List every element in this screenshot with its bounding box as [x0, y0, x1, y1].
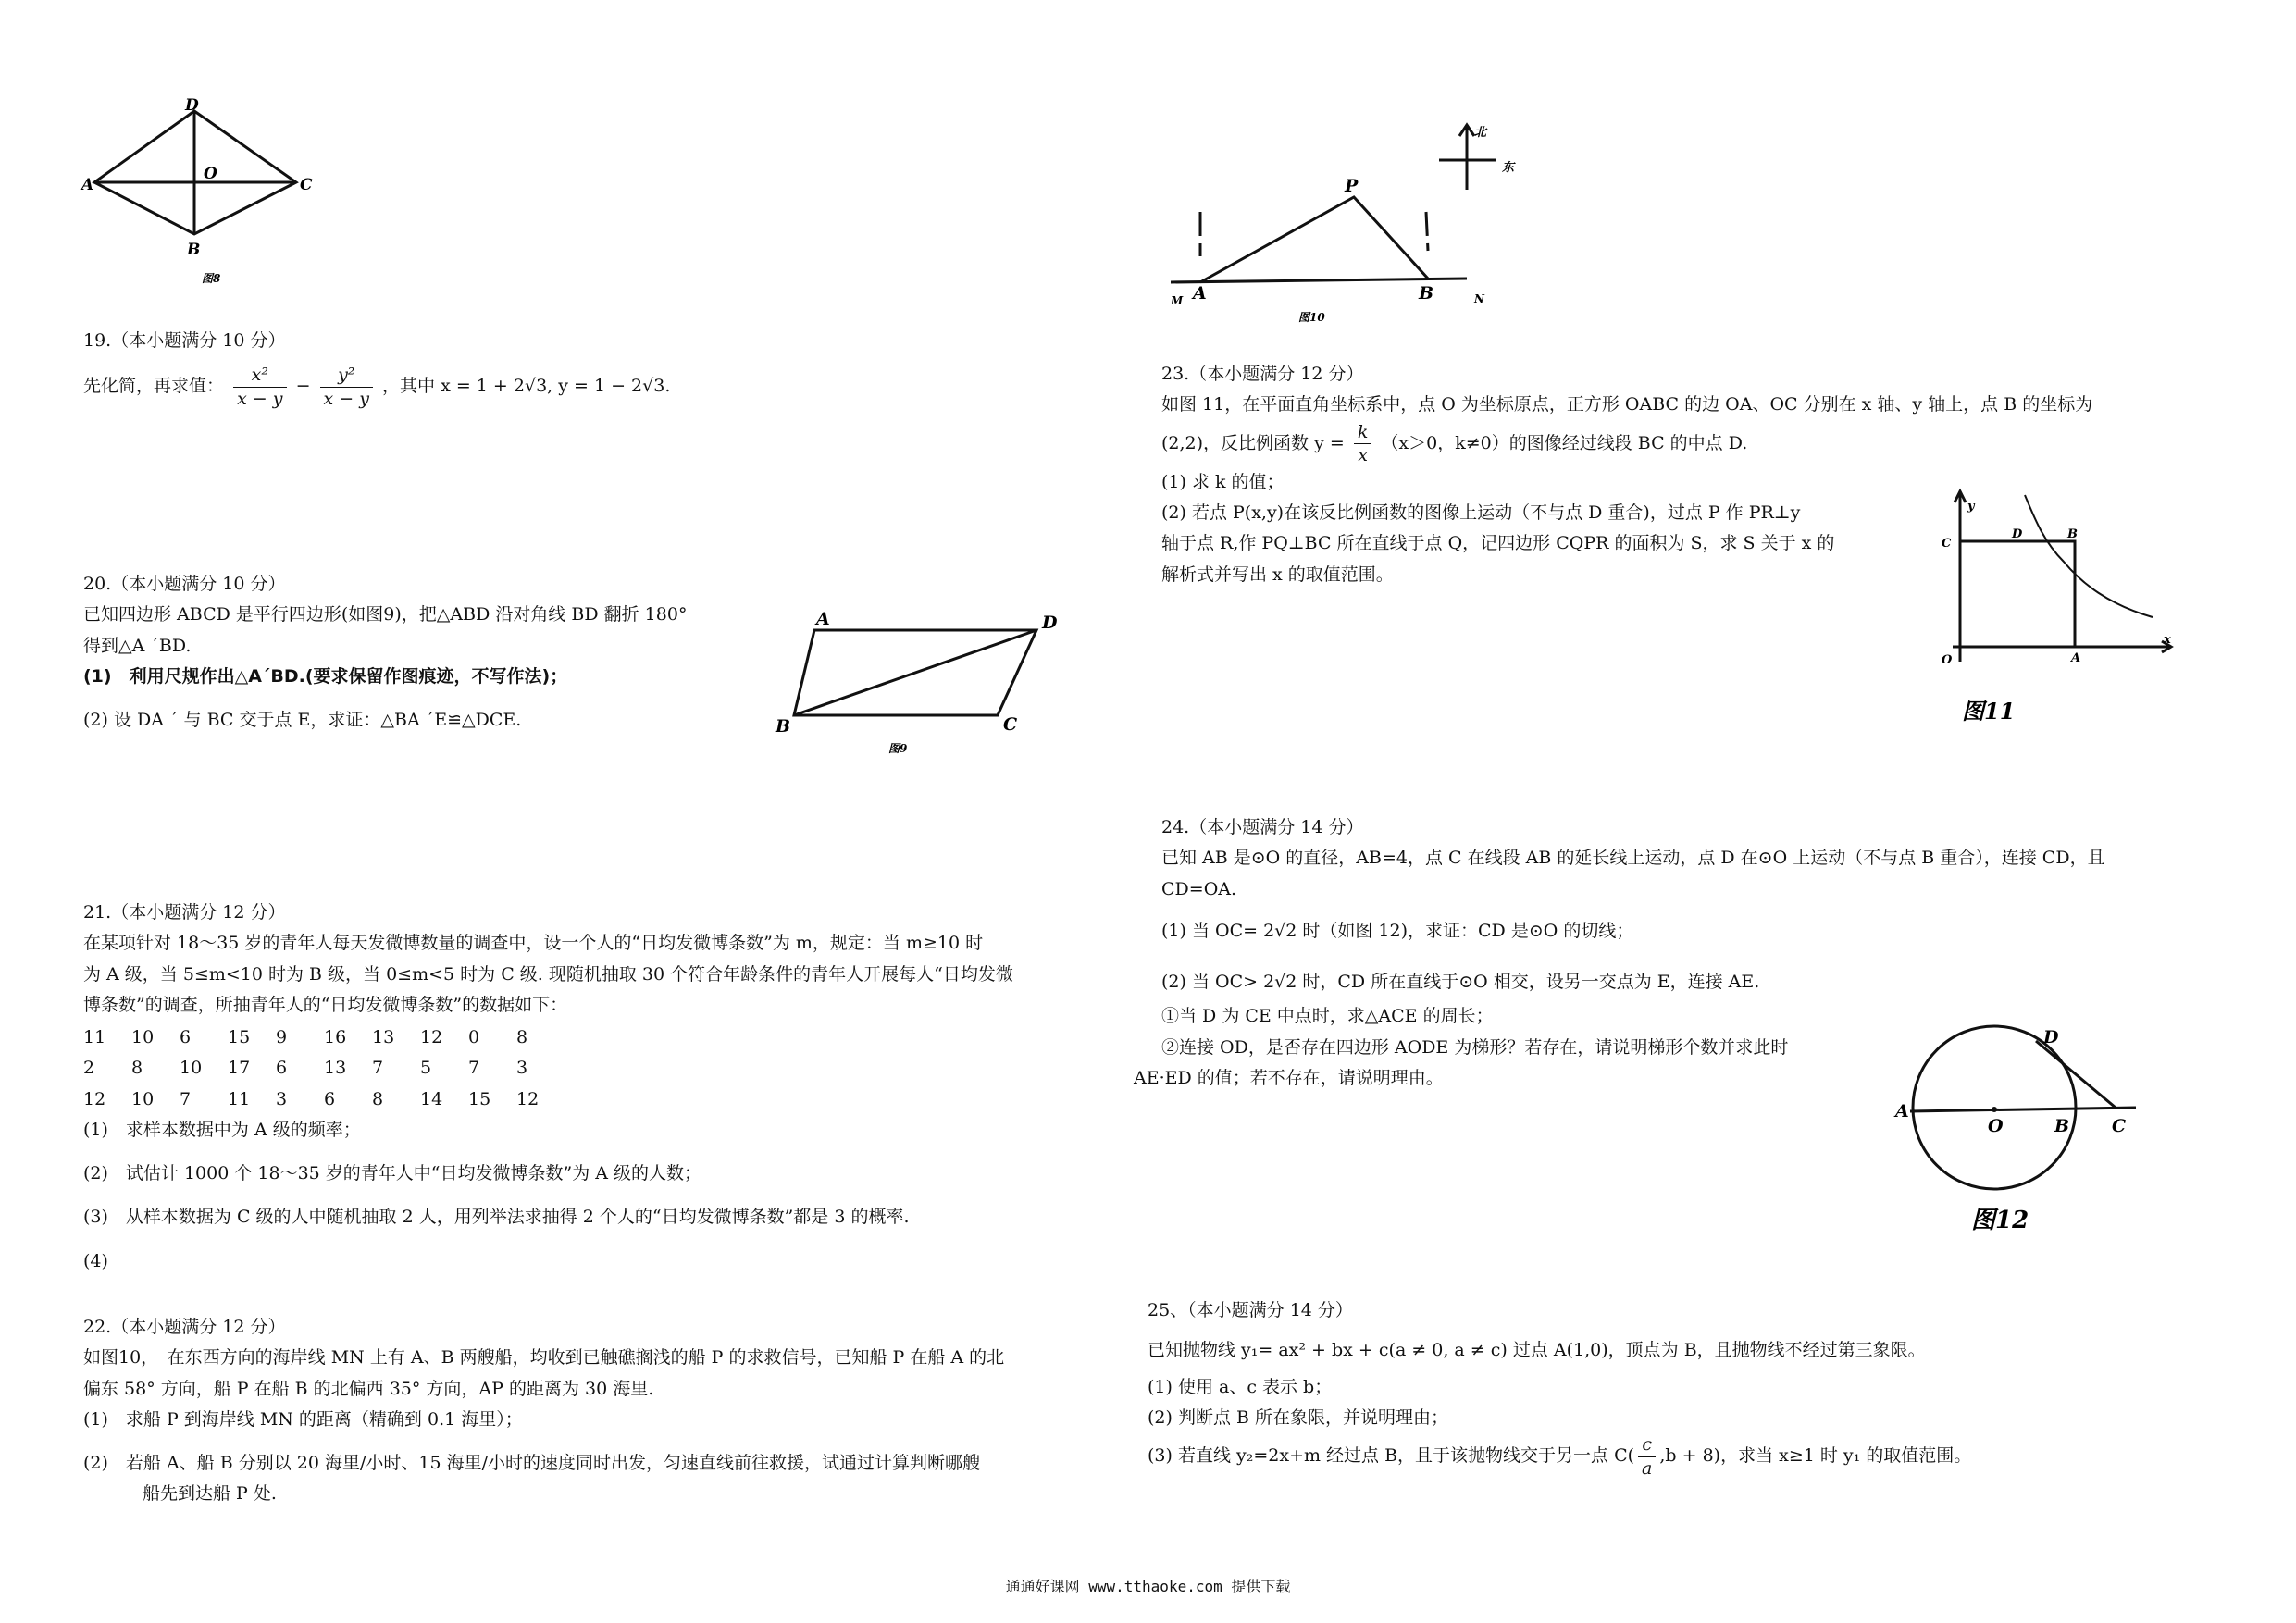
- q23-fraction: $\frac{k}{x}$: [1354, 421, 1372, 467]
- q19-condition: ，其中 x = 1 + 2√3, y = 1 − 2√3.: [382, 376, 671, 397]
- fig10-label-m: M: [1171, 294, 1184, 307]
- q24-part-2ii-a: ②连接 OD，是否存在四边形 AODE 为梯形？若存在，请说明梯形个数并求此时: [1161, 1036, 1789, 1058]
- fig11-label-b: B: [2067, 527, 2078, 541]
- q20-heading: 20.（本小题满分 10 分）: [83, 574, 286, 594]
- q21-part-1: (1) 求样本数据中为 A 级的频率；: [83, 1119, 361, 1140]
- fig8-label-o: O: [204, 165, 217, 183]
- fig8-label-a: A: [81, 176, 94, 194]
- q25-part-3b: ,b + 8)，求当 x≥1 时 y₁ 的取值范围。: [1659, 1445, 1972, 1467]
- fig10-label-n: N: [1474, 292, 1484, 305]
- fig9-caption: 图9: [888, 742, 908, 755]
- q20-part-1: (1) 利用尺规作出△A´BD.(要求保留作图痕迹，不写作法)；: [83, 665, 568, 687]
- q19-minus: −: [295, 376, 311, 397]
- q21-data-row: 2 8 10 17 6 13 7 5 7 3: [83, 1058, 528, 1079]
- q24-line-1: 已知 AB 是⊙O 的直径，AB=4，点 C 在线段 AB 的延长线上运动，点 D 在⊙O 上运动（不与点 B 重合），连接 CD，且: [1161, 848, 2105, 869]
- q22-heading: 22.（本小题满分 12 分）: [83, 1317, 286, 1337]
- fig10-label-a: A: [1193, 283, 1207, 304]
- q23-line-2b: （x＞0，k≠0）的图像经过线段 BC 的中点 D.: [1381, 432, 1748, 453]
- q20-line-2: 得到△A ´BD.: [83, 635, 192, 656]
- q23-part-1: (1) 求 k 的值；: [1161, 471, 1285, 492]
- question-25: [1148, 1295, 1971, 1480]
- q20-line-1: 已知四边形 ABCD 是平行四边形(如图9)，把△ABD 沿对角线 BD 翻折 180°: [83, 604, 688, 626]
- q24-part-2: (2) 当 OC> 2√2 时，CD 所在直线于⊙O 相交，设另一交点为 E，连接 AE.: [1161, 972, 1760, 992]
- fig12-label-b: B: [2054, 1116, 2070, 1136]
- q19-expression: [83, 364, 670, 410]
- figure-11: [1916, 486, 2184, 736]
- q20-part-2: (2) 设 DA ´ 与 BC 交于点 E，求证：△BA ´E≌△DCE.: [83, 710, 522, 730]
- fig8-label-d: D: [185, 96, 199, 115]
- fig11-label-c: C: [1942, 537, 1952, 551]
- q21-line-1: 在某项针对 18～35 岁的青年人每天发微博数量的调查中，设一个人的“日均发微博条数”为 m，规定：当 m≥10 时: [83, 933, 984, 954]
- q19-fraction-1: $\frac{\text{x²}}{x - y}$: [233, 364, 286, 410]
- fig8-label-b: B: [187, 241, 201, 259]
- fig10-north: 北: [1474, 126, 1487, 140]
- fig12-caption: 图12: [1971, 1207, 2029, 1234]
- q25-heading: 25、（本小题满分 14 分）: [1148, 1300, 1353, 1320]
- q23-line-2: [1161, 421, 2092, 467]
- question-21: [83, 898, 1013, 1277]
- q23-line-1: 如图 11，在平面直角坐标系中，点 O 为坐标原点，正方形 OABC 的边 OA、OC 分别在 x 轴、y 轴上，点 B 的坐标为: [1161, 394, 2093, 415]
- page-footer: 通通好课网 www.tthaoke.com 提供下载: [1005, 1578, 1291, 1595]
- fig10-caption: 图10: [1298, 311, 1325, 324]
- q24-part-2ii-b: AE·ED 的值；若不存在，请说明理由。: [1134, 1067, 1444, 1088]
- q21-part-3: (3) 从样本数据为 C 级的人中随机抽取 2 人，用列举法求抽得 2 个人的“日均发微博条数”都是 3 的概率.: [83, 1207, 910, 1228]
- q23-part-2c: 解析式并写出 x 的取值范围。: [1161, 564, 1394, 585]
- q22-part-2b: 船先到达船 P 处.: [143, 1483, 277, 1505]
- q21-line-3: 博条数”的调查，所抽青年人的“日均发微博条数”的数据如下：: [83, 994, 568, 1015]
- q21-line-2: 为 A 级，当 5≤m<10 时为 B 级，当 0≤m<5 时为 C 级. 现随机抽取 30 个符合年龄条件的青年人开展每人“日均发微: [83, 963, 1013, 985]
- q24-line-2: CD=OA.: [1161, 878, 1237, 899]
- q19-fraction-2: $\frac{\text{y²}}{x - y}$: [320, 364, 373, 410]
- fig11-label-x: x: [2164, 633, 2171, 647]
- q21-part-4: (4): [83, 1250, 108, 1271]
- q23-heading: 23.（本小题满分 12 分）: [1161, 364, 1364, 384]
- q25-fraction: $\frac{c}{a}$: [1638, 1433, 1656, 1480]
- q19-lead: 先化简，再求值：: [83, 376, 225, 397]
- question-22: [83, 1312, 1004, 1510]
- q19-heading: 19.（本小题满分 10 分）: [83, 330, 286, 351]
- figure-9: [768, 606, 1092, 763]
- q22-part-2a: (2) 若船 A、船 B 分别以 20 海里/小时、15 海里/小时的速度同时出发，匀速直线前往救援，试通过计算判断哪艘: [83, 1453, 980, 1473]
- fig9-label-a: A: [816, 609, 830, 629]
- fig12-label-d: D: [2043, 1027, 2059, 1047]
- fig11-label-a: A: [2071, 651, 2081, 665]
- fig11-caption: 图11: [1962, 698, 2016, 725]
- fig8-label-c: C: [300, 176, 313, 194]
- q22-part-1: (1) 求船 P 到海岸线 MN 的距离（精确到 0.1 海里）；: [83, 1408, 523, 1430]
- q25-part-2: (2) 判断点 B 所在象限，并说明理由；: [1148, 1406, 1448, 1428]
- fig10-label-b: B: [1419, 283, 1434, 304]
- fig12-label-c: C: [2112, 1116, 2127, 1136]
- q21-data-row: 12 10 7 11 3 6 8 14 15 12: [83, 1088, 540, 1109]
- q25-line-1: 已知抛物线 y₁= ax² + bx + c(a ≠ 0, a ≠ c) 过点 A(1,0)，顶点为 B，且抛物线不经过第三象限。: [1148, 1340, 1926, 1361]
- figure-12: [1897, 1022, 2147, 1245]
- q21-part-2: (2) 试估计 1000 个 18～35 岁的青年人中“日均发微博条数”为 A 级的人数；: [83, 1163, 702, 1183]
- fig11-label-o: O: [1942, 653, 1953, 667]
- q21-heading: 21.（本小题满分 12 分）: [83, 902, 286, 923]
- q25-part-1: (1) 使用 a、c 表示 b；: [1148, 1376, 1333, 1397]
- fig9-label-b: B: [776, 716, 791, 737]
- fig11-label-y: y: [1967, 500, 1975, 514]
- fig9-label-c: C: [1003, 714, 1018, 735]
- fig10-label-p: P: [1345, 176, 1359, 196]
- q22-line-1: 如图10， 在东西方向的海岸线 MN 上有 A、B 两艘船，均收到已触礁搁浅的船 P 的求救信号，已知船 P 在船 A 的北: [83, 1347, 1005, 1369]
- q24-part-2i: ①当 D 为 CE 中点时，求△ACE 的周长；: [1161, 1006, 1494, 1027]
- fig9-label-d: D: [1042, 613, 1058, 633]
- q25-part-3: [1148, 1433, 1971, 1480]
- figure-10: [1161, 116, 1532, 338]
- q23-line-2a: (2,2)，反比例函数 y =: [1161, 432, 1345, 453]
- q21-data-row: 11 10 6 15 9 16 13 12 0 8: [83, 1027, 528, 1047]
- fig10-east: 东: [1502, 161, 1515, 175]
- fig12-label-o: O: [1988, 1116, 2004, 1136]
- figure-8: [83, 97, 333, 291]
- q24-part-1: (1) 当 OC= 2√2 时（如图 12)，求证：CD 是⊙O 的切线；: [1161, 920, 1634, 941]
- q21-data-table: [83, 1022, 1013, 1115]
- fig12-label-a: A: [1895, 1101, 1909, 1121]
- q24-heading: 24.（本小题满分 14 分）: [1161, 817, 1364, 837]
- q22-line-2: 偏东 58° 方向，船 P 在船 B 的北偏西 35° 方向，AP 的距离为 30 海里.: [83, 1378, 654, 1399]
- q23-part-2b: 轴于点 R,作 PQ⊥BC 所在直线于点 Q，记四边形 CQPR 的面积为 S，求 S 关于 x 的: [1161, 533, 1835, 554]
- question-20: [83, 569, 687, 736]
- question-19: [83, 326, 670, 411]
- fig11-label-d: D: [2012, 527, 2023, 541]
- q25-part-3a: (3) 若直线 y₂=2x+m 经过点 B，且于该抛物线交于另一点 C(: [1148, 1445, 1635, 1467]
- q23-part-2a: (2) 若点 P(x,y)在该反比例函数的图像上运动（不与点 D 重合)，过点 P 作 PR⊥y: [1161, 502, 1801, 524]
- fig8-caption: 图8: [202, 272, 221, 285]
